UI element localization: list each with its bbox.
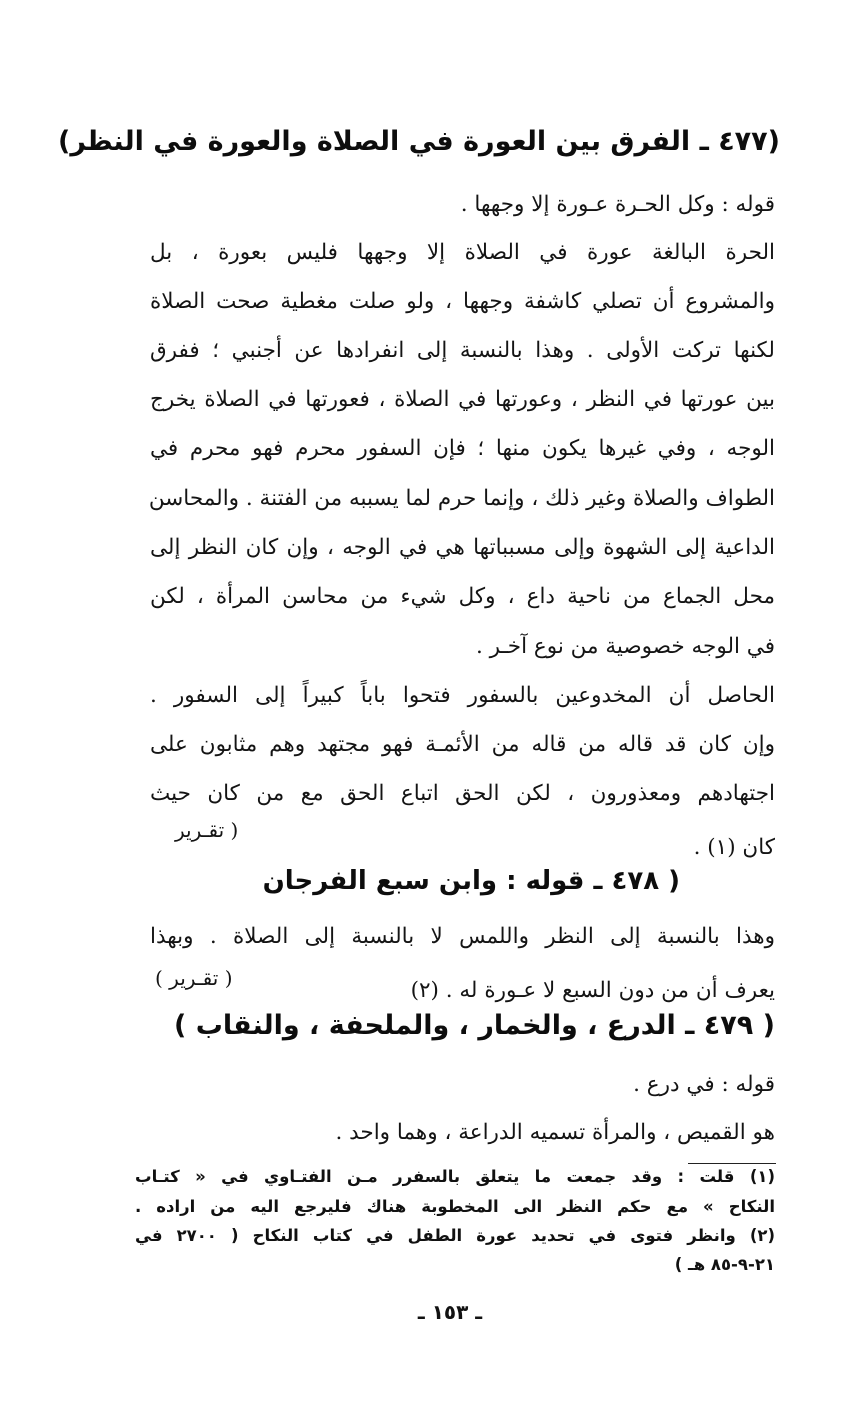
paragraph-line: وهذا بالنسبة إلى النظر واللمس لا بالنسبة إلى الصلاة . وبهذا <box>150 924 775 949</box>
footnote-separator <box>688 1163 776 1164</box>
paragraph-line: وإن كان قد قاله من قاله من الأئمـة فهو مجتهد وهم مثابون على <box>150 732 775 757</box>
paragraph-line: الحرة البالغة عورة في الصلاة إلا وجهها فليس بعورة ، بل <box>150 240 775 265</box>
paragraph-line: بين عورتها في النظر ، وعورتها في الصلاة ، فعورتها في الصلاة يخرج <box>150 387 775 412</box>
quote-line-479: قوله : في درع . <box>633 1072 775 1097</box>
page-number: ـ ١٥٣ ـ <box>417 1300 483 1324</box>
footnote-2-cont: ٢١-٩-٨٥ هـ ) <box>674 1255 775 1274</box>
paragraph-line: الحاصل أن المخدوعين بالسفور فتحوا باباً كبيراً إلى السفور . <box>150 683 775 708</box>
paragraph-line: كان (١) . <box>693 835 775 860</box>
paragraph-line: الوجه ، وفي غيرها يكون منها ؛ فإن السفور محرم فهو محرم في <box>150 436 775 461</box>
paragraph-line: محل الجماع من ناحية داع ، وكل شيء من محاسن المرأة ، لكن <box>150 584 775 609</box>
paragraph-line: هو القميص ، والمرأة تسميه الدراعة ، وهما واحد . <box>335 1120 775 1145</box>
section-heading-479: ( ٤٧٩ ـ الدرع ، والخمار ، والملحفة ، والنقاب ) <box>174 1010 775 1041</box>
paragraph-line: والمشروع أن تصلي كاشفة وجهها ، ولو صلت مغطية صحت الصلاة <box>150 289 775 314</box>
section-heading-477: (٤٧٧ ـ الفرق بين العورة في الصلاة والعورة في النظر) <box>58 126 780 157</box>
paragraph-line: يعرف أن من دون السبع لا عـورة له . (٢) <box>410 978 775 1003</box>
paragraph-line: اجتهادهم ومعذورون ، لكن الحق اتباع الحق مع من كان حيث <box>150 781 775 806</box>
footnote-2: (٢) وانظر فتوى في تحديد عورة الطفل في كتاب النكاح ( ٢٧٠٠ في <box>135 1226 775 1245</box>
paragraph-line: الطواف والصلاة وغير ذلك ، وإنما حرم لما يسببه من الفتنة . والمحاسن <box>148 486 775 511</box>
quote-line-477: قوله : وكل الحـرة عـورة إلا وجهها . <box>460 192 775 217</box>
source-label: ( تقـرير ) <box>155 966 233 990</box>
paragraph-line: في الوجه خصوصية من نوع آخـر . <box>475 634 775 659</box>
paragraph-line: لكنها تركت الأولى . وهذا بالنسبة إلى انفرادها عن أجنبي ؛ ففرق <box>150 338 775 363</box>
footnote-1: (١) قلت : وقد جمعت ما يتعلق بالسفرر مـن الفتـاوي في « كتـاب <box>135 1167 775 1186</box>
source-label: ( تقـرير <box>175 818 239 842</box>
section-heading-478: ( ٤٧٨ ـ قوله : وابن سبع الفرجان <box>262 866 680 896</box>
paragraph-line: الداعية إلى الشهوة وإلى مسبباتها هي في الوجه ، وإن كان النظر إلى <box>150 535 775 560</box>
footnote-1-cont: النكاح » مع حكم النظر الى المخطوبة هناك فليرجع اليه من اراده . <box>135 1197 775 1216</box>
